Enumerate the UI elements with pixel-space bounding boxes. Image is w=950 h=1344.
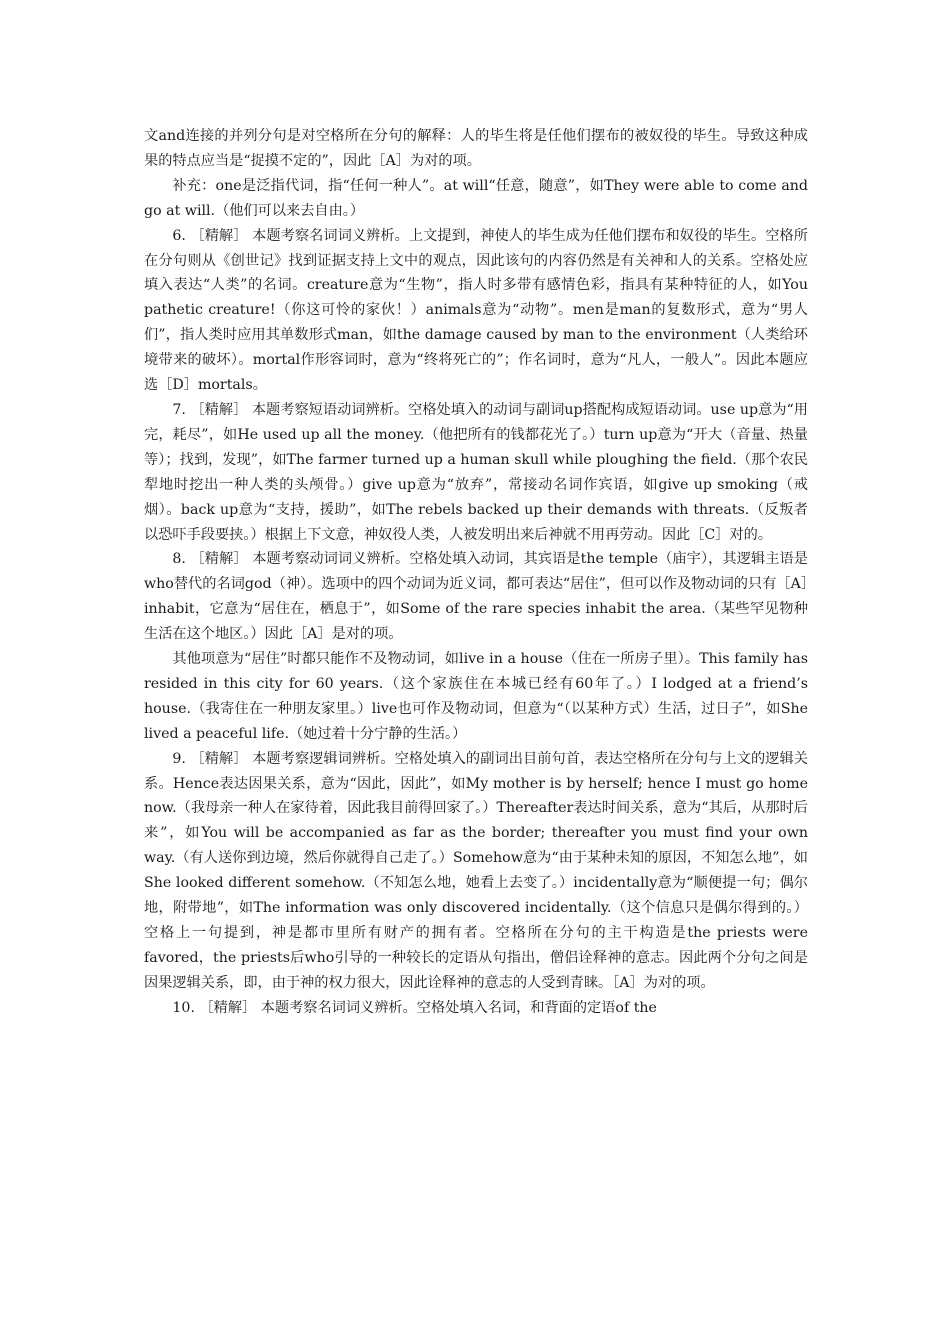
document-page: [144, 124, 808, 1021]
paragraph: 补充：one是泛指代词，指“任何一种人”。at will“任意，随意”，如They were able to come and go at will.（他们可以来去自由。）: [144, 177, 808, 219]
paragraph: 9. ［精解］ 本题考察逻辑词辨析。空格处填入的副词出目前句首，表达空格所在分句与上文的逻辑关系。Hence表达因果关系，意为“因此，因此”，如My mother is by herself; hence I must go home now.（我母亲一种人在家待着，因此我目前得回家了。）Thereafter表达时间关系，意为“其后，从那时后来”，如You will be accompanied as far as the border; thereafter you must find your own way.（有人送你到边境，然后你就得自己走了。）Somehow意为“由于某种未知的原因，不知怎么地”，如She looked different somehow.（不知怎么地，她看上去变了。）incidentally意为“顺便提一句；偶尔地，附带地”，如The information was only discovered incidentally.（这个信息只是偶尔得到的。）空格上一句提到，神是都市里所有财产的拥有者。空格所在分句的主干构造是the priests were favored，the priests后who引导的一种较长的定语从句指出，僧侣诠释神的意志。因此两个分句之间是因果逻辑关系，即，由于神的权力很大，因此诠释神的意志的人受到青睐。［A］为对的项。: [144, 750, 808, 991]
paragraph: 8. ［精解］ 本题考察动词词义辨析。空格处填入动词，其宾语是the temple（庙宇），其逻辑主语是who替代的名词god（神）。选项中的四个动词为近义词，都可表达“居住”，但可以作及物动词的只有［A］inhabit，它意为“居住在，栖息于”，如Some of the rare species inhabit the area.（某些罕见物种生活在这个地区。）因此［A］是对的项。: [144, 551, 808, 643]
paragraph: 6. ［精解］ 本题考察名词词义辨析。上文提到，神使人的毕生成为任他们摆布和奴役的毕生。空格所在分句则从《创世记》找到证据支持上文中的观点，因此该句的内容仍然是有关神和人的关系。空格处应填入表达“人类”的名词。creature意为“生物”，指人时多带有感情色彩，指具有某种特征的人，如You pathetic creature!（你这可怜的家伙！）animals意为“动物”。men是man的复数形式，意为“男人们”，指人类时应用其单数形式man，如the damage caused by man to the environment（人类给环境带来的破坏）。mortal作形容词时，意为“终将死亡的”；作名词时，意为“凡人，一般人”。因此本题应选［D］mortals。: [144, 227, 808, 394]
paragraph: 其他项意为“居住”时都只能作不及物动词，如live in a house（住在一所房子里）。This family has resided in this city for 60 years.（这个家族住在本城已经有60年了。）I lodged at a friend’s house.（我寄住在一种朋友家里。）live也可作及物动词，但意为“（以某种方式）生活，过日子”，如She lived a peaceful life.（她过着十分宁静的生活。）: [144, 651, 808, 742]
paragraph: 文and连接的并列分句是对空格所在分句的解释：人的毕生将是任他们摆布的被奴役的毕生。导致这种成果的特点应当是“捉摸不定的”，因此［A］为对的项。: [144, 128, 808, 169]
paragraph: 10. ［精解］ 本题考察名词词义辨析。空格处填入名词，和背面的定语of the: [172, 999, 657, 1016]
paragraph: 7. ［精解］ 本题考察短语动词辨析。空格处填入的动词与副词up搭配构成短语动词。use up意为“用完，耗尽”，如He used up all the money.（他把所有的钱都花光了。）turn up意为“开大（音量、热量等）；找到，发现”，如The farmer turned up a human skull while ploughing the field.（那个农民犁地时挖出一种人类的头颅骨。）give up意为“放弃”，常接动名词作宾语，如give up smoking（戒烟）。back up意为“支持，援助”，如The rebels backed up their demands with threats.（反叛者以恐吓手段要挟。）根据上下文意，神奴役人类，人被发明出来后神就不用再劳动。因此［C］对的。: [144, 401, 808, 543]
